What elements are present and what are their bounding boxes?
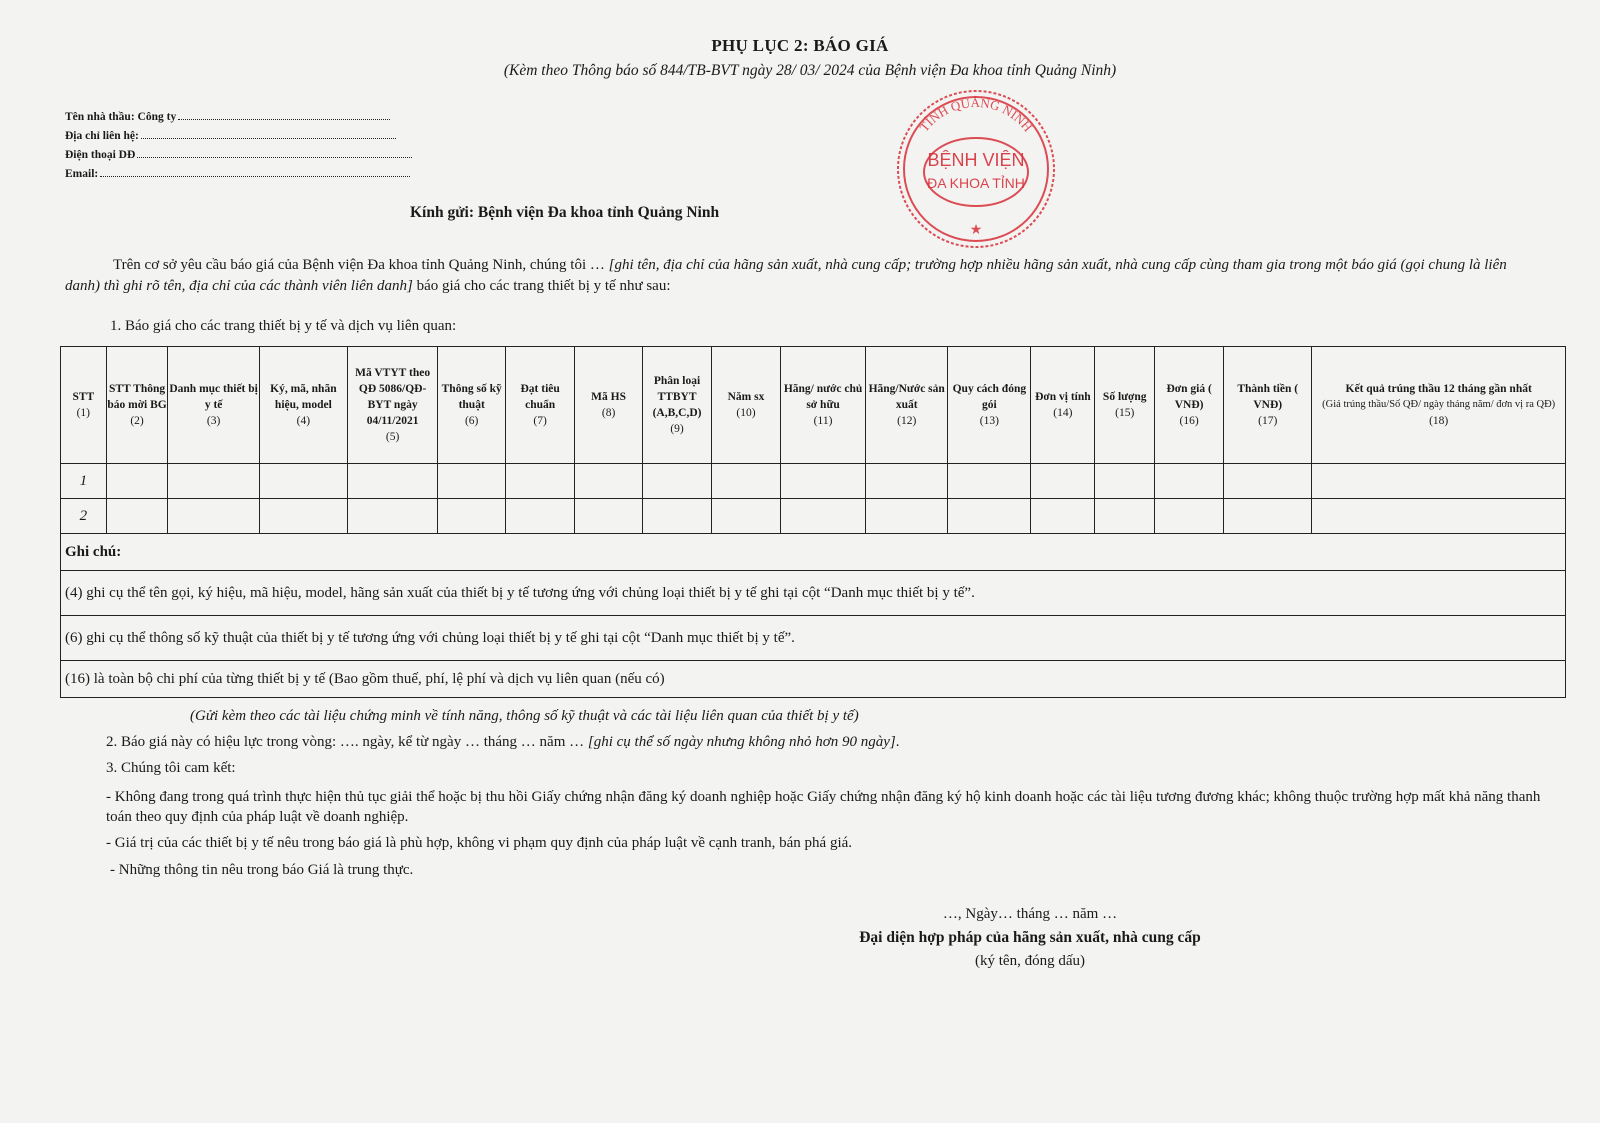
column-number: (5) (385, 431, 400, 443)
column-header (575, 347, 643, 464)
signature-date: …, Ngày… tháng … năm … (942, 906, 1118, 922)
table-cell (438, 464, 506, 499)
column-label: Số lượng (1102, 391, 1147, 403)
column-header (643, 347, 712, 464)
column-number: (13) (979, 415, 999, 427)
table-cell (438, 499, 506, 534)
table-cell (259, 499, 347, 534)
contact-block (65, 108, 412, 184)
table-cell (168, 464, 259, 499)
table-cell (347, 499, 437, 534)
column-header (1312, 347, 1566, 464)
table-cell (948, 464, 1031, 499)
note-col-16: (16) là toàn bộ chi phí của từng thiết bị y tế (Bao gồm thuế, phí, lệ phí và dịch vụ liên quan (nếu có) (61, 661, 1566, 698)
table-cell (1312, 499, 1566, 534)
commitment-item: - Giá trị của các thiết bị y tế nêu trong báo giá là phù hợp, không vi phạm quy định của pháp luật về cạnh tranh, bán phá giá. (106, 835, 853, 851)
intro-italic-note: [ghi tên, địa chỉ của hãng sản xuất, nhà cung cấp; trường hợp nhiều hãng sản xuất, nhà cung cấp cùng tham gia trong một báo giá (gọi chung là liên danh) thì ghi rõ tên, địa chỉ của các thành viên liên danh] (65, 257, 1507, 294)
table-cell (712, 499, 781, 534)
column-number: (18) (1429, 415, 1449, 427)
note-row (61, 661, 1566, 698)
column-header (259, 347, 347, 464)
column-label: Đạt tiêu chuẩn (520, 383, 560, 411)
svg-text:★: ★ (969, 223, 983, 238)
column-label: Kết quả trúng thầu 12 tháng gần nhất (1345, 383, 1532, 395)
table-cell (1224, 499, 1312, 534)
column-header (1031, 347, 1095, 464)
column-header (1155, 347, 1224, 464)
contact-address-row (65, 127, 412, 146)
commitment-item: - Không đang trong quá trình thực hiện thủ tục giải thể hoặc bị thu hồi Giấy chứng nhận đăng ký doanh nghiệp hoặc Giấy chứng nhận đăng ký hộ kinh doanh hoặc các tài liệu tương đương khác; không thuộc trường hợp mất khả năng thanh toán theo quy định của pháp luật về doanh nghiệp. (106, 789, 1541, 825)
column-number: (2) (130, 415, 144, 427)
notes-heading: Ghi chú: (61, 534, 1566, 571)
section-3-heading: 3. Chúng tôi cam kết: (106, 760, 236, 776)
table-row (61, 464, 1566, 499)
company-label: Tên nhà thầu: Công ty (65, 111, 177, 123)
notes-heading-row (61, 534, 1566, 571)
contact-company-row (65, 108, 412, 127)
svg-text:TỈNH QUẢNG NINH: TỈNH QUẢNG NINH (916, 94, 1036, 135)
contact-email-row (65, 165, 412, 184)
table-cell (866, 464, 948, 499)
table-cell (780, 499, 865, 534)
column-header (780, 347, 865, 464)
email-label: Email: (65, 168, 99, 180)
signature-note: (ký tên, đóng dấu) (975, 953, 1085, 969)
table-cell (1155, 464, 1224, 499)
email-fill-line (100, 166, 410, 177)
hospital-stamp (886, 84, 1066, 254)
table-cell (948, 499, 1031, 534)
column-header (1095, 347, 1155, 464)
table-cell (643, 499, 712, 534)
column-label: Hãng/Nước sản xuất (868, 383, 945, 411)
address-fill-line (141, 128, 396, 139)
table-cell (780, 464, 865, 499)
column-number: (1) (76, 407, 91, 419)
column-number: (3) (206, 415, 221, 427)
table-cell (575, 499, 643, 534)
column-number: (14) (1053, 407, 1073, 419)
column-header (106, 347, 168, 464)
column-label: Đơn vị tính (1035, 391, 1091, 403)
column-header (712, 347, 781, 464)
section-2-validity (106, 734, 899, 751)
validity-text: 2. Báo giá này có hiệu lực trong vòng: …. ngày, kể từ ngày … tháng … năm … (106, 734, 588, 750)
company-fill-line (178, 109, 390, 120)
column-label: Ký, mã, nhãn hiệu, model (270, 383, 337, 411)
column-header (1224, 347, 1312, 464)
note-col-4: (4) ghi cụ thể tên gọi, ký hiệu, mã hiệu, model, hãng sản xuất của thiết bị y tế tương ứng với chủng loại thiết bị y tế ghi tại cột “Danh mục thiết bị y tế”. (61, 571, 1566, 616)
table-cell (575, 464, 643, 499)
column-label: Mã VTYT theo QĐ 5086/QĐ-BYT ngày 04/11/2021 (355, 367, 431, 427)
table-cell (866, 499, 948, 534)
note-col-6: (6) ghi cụ thể thông số kỹ thuật của thiết bị y tế tương ứng với chủng loại thiết bị y tế ghi tại cột “Danh mục thiết bị y tế”. (61, 616, 1566, 661)
table-cell (1031, 464, 1095, 499)
table-cell (1155, 499, 1224, 534)
svg-text:BỆNH VIỆN: BỆNH VIỆN (927, 150, 1025, 170)
greeting: Kính gửi: Bệnh viện Đa khoa tỉnh Quảng Ninh (410, 204, 720, 221)
table-cell (106, 499, 168, 534)
column-label: STT (72, 391, 95, 403)
table-cell (506, 464, 575, 499)
column-number: (17) (1258, 415, 1278, 427)
address-label: Địa chỉ liên hệ: (65, 130, 139, 142)
attachment-note: (Gửi kèm theo các tài liệu chứng minh về tính năng, thông số kỹ thuật và các tài liệu liên quan của thiết bị y tế) (190, 708, 859, 724)
column-number: (16) (1179, 415, 1199, 427)
table-cell (259, 464, 347, 499)
column-label: STT Thông báo mời BG (107, 383, 167, 411)
column-header (438, 347, 506, 464)
column-header (347, 347, 437, 464)
column-number: (6) (464, 415, 479, 427)
table-cell (168, 499, 259, 534)
column-label: Hãng/ nước chủ sở hữu (783, 383, 863, 411)
svg-text:ĐA KHOA TỈNH: ĐA KHOA TỈNH (927, 175, 1025, 191)
column-header (506, 347, 575, 464)
column-label: Danh mục thiết bị y tế (169, 383, 258, 411)
table-row (61, 499, 1566, 534)
column-number: (8) (601, 407, 616, 419)
table-header-row (61, 347, 1566, 464)
note-row (61, 571, 1566, 616)
table-cell (1312, 464, 1566, 499)
table-cell (506, 499, 575, 534)
column-label: Thông số kỹ thuật (441, 383, 502, 411)
table-cell (106, 464, 168, 499)
document-title: PHỤ LỤC 2: BÁO GIÁ (711, 36, 889, 55)
column-number: (4) (296, 415, 311, 427)
column-number: (9) (670, 423, 684, 435)
document-subtitle: (Kèm theo Thông báo số 844/TB-BVT ngày 28/ 03/ 2024 của Bệnh viện Đa khoa tỉnh Quảng Ninh) (503, 62, 1117, 79)
column-number: (11) (813, 415, 833, 427)
intro-text-2: báo giá cho các trang thiết bị y tế như sau: (412, 278, 671, 294)
intro-paragraph (65, 255, 1545, 297)
column-sublabel: (Giá trúng thầu/Số QĐ/ ngày tháng năm/ đơn vị ra QĐ) (1322, 399, 1556, 410)
table-cell (1224, 464, 1312, 499)
phone-fill-line (137, 147, 412, 158)
table-cell (1031, 499, 1095, 534)
column-label: Mã HS (591, 391, 626, 403)
contact-phone-row (65, 146, 412, 165)
table-cell (1095, 499, 1155, 534)
column-number: (10) (736, 407, 756, 419)
column-header (168, 347, 259, 464)
column-number: (12) (897, 415, 917, 427)
table-cell (712, 464, 781, 499)
table-cell (347, 464, 437, 499)
table-cell (1095, 464, 1155, 499)
column-header (866, 347, 948, 464)
quote-table (60, 346, 1566, 698)
signature-title: Đại diện hợp pháp của hãng sản xuất, nhà cung cấp (859, 929, 1201, 946)
intro-text-1: Trên cơ sở yêu cầu báo giá của Bệnh viện Đa khoa tỉnh Quảng Ninh, chúng tôi … (113, 257, 609, 273)
validity-italic-note: [ghi cụ thể số ngày nhưng không nhỏ hơn 90 ngày] (587, 734, 896, 750)
row-stt: 2 (61, 499, 107, 534)
commitment-item: - Những thông tin nêu trong báo Giá là trung thực. (110, 862, 414, 878)
note-row (61, 616, 1566, 661)
validity-end: . (895, 734, 900, 750)
phone-label: Điện thoại DĐ (65, 149, 136, 161)
column-label: Quy cách đóng gói (952, 383, 1027, 411)
table-cell (643, 464, 712, 499)
column-label: Thành tiền ( VNĐ) (1237, 383, 1299, 411)
column-label: Đơn giá ( VNĐ) (1166, 383, 1212, 411)
column-header (61, 347, 107, 464)
row-stt: 1 (61, 464, 107, 499)
column-number: (7) (533, 415, 547, 427)
column-label: Năm sx (727, 391, 765, 403)
column-number: (15) (1115, 407, 1135, 419)
column-header (948, 347, 1031, 464)
column-label: Phân loại TTBYT (A,B,C,D) (652, 375, 702, 419)
section-1-heading: 1. Báo giá cho các trang thiết bị y tế và dịch vụ liên quan: (110, 318, 457, 334)
